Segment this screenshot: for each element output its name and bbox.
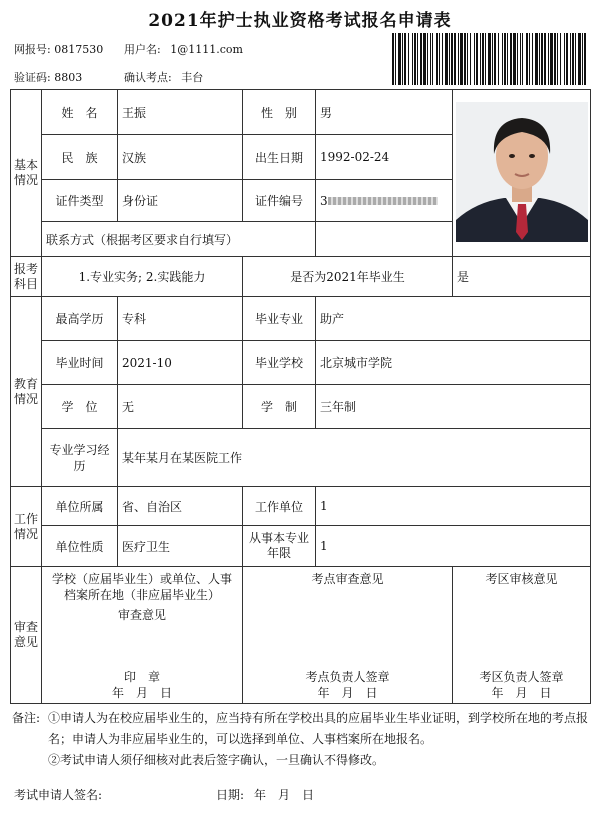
major-value: 助产 bbox=[316, 297, 591, 341]
applicant-signature-label: 考试申请人签名: bbox=[14, 788, 103, 802]
system-label: 学 制 bbox=[243, 385, 316, 429]
review-site-date: 年 月 日 bbox=[317, 686, 378, 700]
exam-site bbox=[124, 69, 203, 85]
experience-label: 专业学习经历 bbox=[42, 429, 118, 487]
section-review: 审查意见 bbox=[11, 567, 42, 704]
username-label: 用户名: bbox=[124, 43, 161, 56]
review-school-date: 年 月 日 bbox=[111, 686, 172, 700]
system-value: 三年制 bbox=[316, 385, 591, 429]
applicant-photo bbox=[456, 102, 588, 242]
id-no-value bbox=[316, 180, 453, 222]
contact-label: 联系方式（根据考区要求自行填写） bbox=[42, 222, 316, 257]
id-no-redacted bbox=[328, 197, 438, 205]
review-school-sub: 审查意见 bbox=[117, 608, 166, 622]
years-label: 从事本专业年限 bbox=[243, 526, 316, 567]
review-site-head: 考点审查意见 bbox=[311, 572, 384, 586]
unit-value: 1 bbox=[316, 487, 591, 526]
review-school bbox=[42, 567, 243, 704]
grad-answer: 是 bbox=[453, 257, 591, 297]
grad-time-label: 毕业时间 bbox=[42, 341, 118, 385]
unit-location-label: 单位所属 bbox=[42, 487, 118, 526]
application-form-table bbox=[10, 89, 591, 704]
verify-code-label: 验证码: bbox=[14, 71, 51, 84]
unit-type-value: 医疗卫生 bbox=[118, 526, 243, 567]
unit-label: 工作单位 bbox=[243, 487, 316, 526]
username bbox=[124, 41, 243, 57]
ethnicity-value: 汉族 bbox=[118, 135, 243, 180]
review-district bbox=[453, 567, 591, 704]
verify-code-value: 8803 bbox=[54, 71, 83, 84]
section-work: 工作情况 bbox=[11, 487, 42, 567]
contact-value bbox=[316, 222, 453, 257]
review-school-seal: 印 章 bbox=[123, 670, 160, 684]
review-site-sign: 考点负责人签章 bbox=[305, 670, 390, 684]
exam-site-label: 确认考点: bbox=[124, 71, 172, 84]
school-label: 毕业学校 bbox=[243, 341, 316, 385]
grad-question: 是否为2021年毕业生 bbox=[243, 257, 453, 297]
net-no-value: 0817530 bbox=[54, 43, 104, 56]
name-label: 姓 名 bbox=[42, 90, 118, 135]
review-school-head: 学校（应届毕业生）或单位、人事档案所在地（非应届毕业生） bbox=[51, 572, 232, 602]
id-no-visible: 3 bbox=[320, 193, 328, 208]
review-district-sign: 考区负责人签章 bbox=[479, 670, 564, 684]
id-no-label: 证件编号 bbox=[243, 180, 316, 222]
section-basic: 基本情况 bbox=[11, 90, 42, 257]
review-site bbox=[243, 567, 453, 704]
years-value: 1 bbox=[316, 526, 591, 567]
degree-level-label: 最高学历 bbox=[42, 297, 118, 341]
degree-level-value: 专科 bbox=[118, 297, 243, 341]
net-no bbox=[14, 41, 103, 57]
degree-value: 无 bbox=[118, 385, 243, 429]
note-2: ②考试申请人须仔细核对此表后签字确认，一旦确认不得修改。 bbox=[48, 753, 385, 767]
notes-lead: 备注: bbox=[12, 711, 41, 725]
photo-cell bbox=[453, 90, 591, 257]
notes bbox=[12, 708, 592, 771]
unit-type-label: 单位性质 bbox=[42, 526, 118, 567]
exam-site-value: 丰台 bbox=[181, 71, 204, 84]
barcode bbox=[390, 33, 590, 85]
name-value: 王振 bbox=[118, 90, 243, 135]
username-value: 1@1111.com bbox=[170, 43, 243, 56]
section-education: 教育情况 bbox=[11, 297, 42, 487]
signature-date-label: 日期: bbox=[216, 788, 245, 802]
gender-label: 性 别 bbox=[243, 90, 316, 135]
gender-value: 男 bbox=[316, 90, 453, 135]
net-no-label: 网报号: bbox=[14, 43, 51, 56]
school-value: 北京城市学院 bbox=[316, 341, 591, 385]
note-1: ①申请人为在校应届毕业生的，应当持有所在学校出具的应届毕业生毕业证明，到学校所在地的考点报名；申请人为非应届毕业生的，可以选择到单位、人事档案所在地报名。 bbox=[48, 711, 589, 746]
unit-location-value: 省、自治区 bbox=[118, 487, 243, 526]
subjects-value: 1.专业实务; 2.实践能力 bbox=[42, 257, 243, 297]
major-label: 毕业专业 bbox=[243, 297, 316, 341]
section-subject: 报考科目 bbox=[11, 257, 42, 297]
grad-time-value: 2021-10 bbox=[118, 341, 243, 385]
review-district-head: 考区审核意见 bbox=[485, 572, 558, 586]
signature-date-fill: 年 月 日 bbox=[254, 788, 315, 802]
verify-code bbox=[14, 69, 82, 85]
id-type-value: 身份证 bbox=[118, 180, 243, 222]
degree-label: 学 位 bbox=[42, 385, 118, 429]
birth-label: 出生日期 bbox=[243, 135, 316, 180]
experience-value: 某年某月在某医院工作 bbox=[118, 429, 591, 487]
review-district-date: 年 月 日 bbox=[491, 686, 552, 700]
id-type-label: 证件类型 bbox=[42, 180, 118, 222]
form-title: 2021年护士执业资格考试报名申请表 bbox=[148, 11, 452, 31]
ethnicity-label: 民 族 bbox=[42, 135, 118, 180]
birth-value: 1992-02-24 bbox=[316, 135, 453, 180]
